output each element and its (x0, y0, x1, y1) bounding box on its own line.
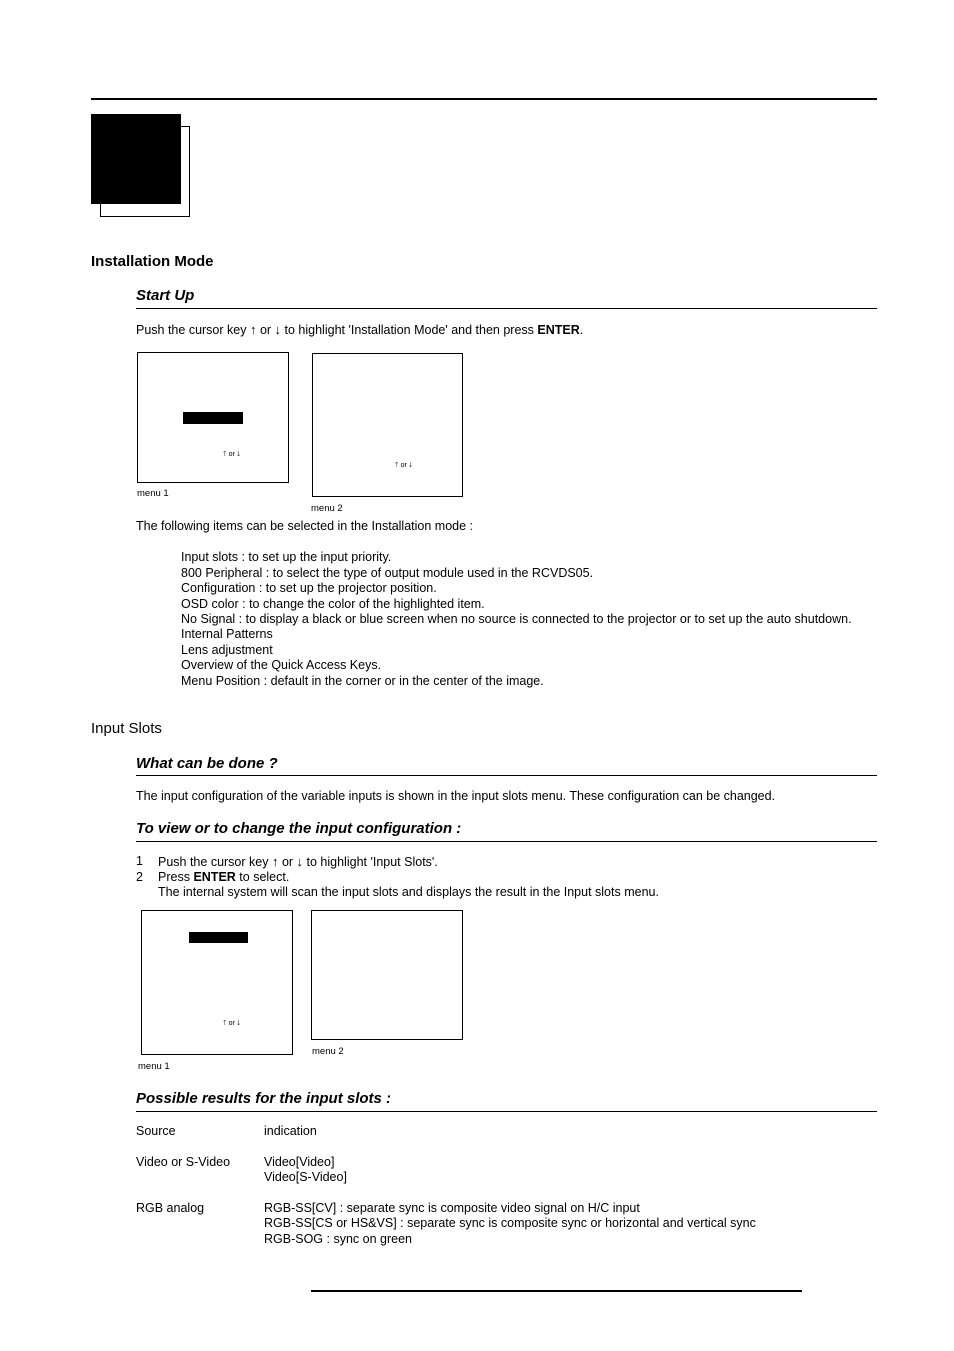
list-item: Configuration : to set up the projector position. (181, 581, 437, 595)
table-cell-source: Video or S-Video (136, 1155, 231, 1169)
list-item: Overview of the Quick Access Keys. (181, 658, 382, 672)
list-item: No Signal : to display a black or blue screen when no source is connected to the projector or to set up the auto shutdown. (181, 612, 852, 626)
arrow-down-icon: 🡓 (408, 462, 413, 469)
section-title: Installation Mode (91, 253, 214, 270)
input-menu-2-caption: menu 2 (312, 1046, 344, 1057)
startup-menu-2 (312, 353, 463, 497)
input-menu-1 (141, 910, 293, 1055)
list-item: Internal Patterns (181, 627, 273, 641)
arrow-down-icon: ↓ (274, 322, 282, 337)
step-2 (158, 870, 289, 886)
startup-rule (136, 308, 877, 309)
arrow-down-icon: ↓ (296, 854, 304, 869)
input-menu-1-caption: menu 1 (138, 1061, 170, 1072)
chapter-tab (91, 114, 181, 204)
what-text: The input configuration of the variable inputs is shown in the input slots menu. These configuration can be changed. (136, 789, 776, 803)
table-cell-indication: RGB-SS[CS or HS&VS] : separate sync is composite sync or horizontal and vertical sync (264, 1216, 756, 1230)
table-cell-indication: RGB-SS[CV] : separate sync is composite video signal on H/C input (264, 1201, 640, 1215)
table-header-source: Source (136, 1124, 176, 1138)
input-menu-2 (311, 910, 463, 1040)
what-heading: What can be done ? (136, 755, 278, 772)
instruction-post: to highlight 'Installation Mode' and then press (284, 323, 534, 337)
list-item: Menu Position : default in the corner or in the center of the image. (181, 674, 544, 688)
results-heading: Possible results for the input slots : (136, 1090, 392, 1107)
list-item: OSD color : to change the color of the highlighted item. (181, 597, 485, 611)
list-item: 800 Peripheral : to select the type of output module used in the RCVDS05. (181, 566, 594, 580)
instruction-pre: Push the cursor key (136, 323, 247, 337)
table-cell-source: RGB analog (136, 1201, 205, 1215)
menu-arrow-hint (395, 461, 412, 472)
arrow-up-icon: ↑ (249, 322, 257, 337)
top-rule (91, 98, 877, 100)
menu-arrow-or: or (228, 451, 235, 458)
arrow-down-icon: 🡓 (236, 451, 241, 458)
enter-key: ENTER (537, 323, 580, 337)
list-item: Input slots : to set up the input priority. (181, 550, 392, 564)
step-2-note: The internal system will scan the input slots and displays the result in the Input slots menu. (158, 885, 659, 899)
step1-pre: Push the cursor key (158, 855, 269, 869)
table-cell-indication: Video[Video] (264, 1155, 335, 1169)
step-2-number: 2 (136, 870, 143, 884)
arrow-up-icon: 🡑 (223, 1020, 227, 1027)
startup-intro: The following items can be selected in the Installation mode : (136, 519, 473, 533)
enter-key: ENTER (193, 870, 236, 884)
list-item: Lens adjustment (181, 643, 273, 657)
input-slots-title: Input Slots (91, 720, 162, 737)
view-rule (136, 841, 877, 842)
arrow-up-icon: ↑ (271, 854, 279, 869)
arrow-up-icon: 🡑 (395, 462, 399, 469)
results-rule (136, 1111, 877, 1112)
startup-heading: Start Up (136, 287, 195, 304)
table-cell-indication: Video[S-Video] (264, 1170, 347, 1184)
startup-instruction (136, 322, 583, 339)
view-heading: To view or to change the input configuration : (136, 820, 462, 837)
startup-menu-1-caption: menu 1 (137, 488, 169, 499)
instruction-end: . (579, 323, 584, 337)
menu-arrow-or: or (400, 462, 407, 469)
step2-post: to select. (239, 870, 290, 884)
table-cell-indication: RGB-SOG : sync on green (264, 1232, 412, 1246)
menu-arrow-or: or (228, 1020, 235, 1027)
what-rule (136, 775, 877, 776)
table-header-indication: indication (264, 1124, 317, 1138)
startup-menu-2-caption: menu 2 (311, 503, 343, 514)
instruction-or: or (259, 323, 272, 337)
startup-menu-1 (137, 352, 289, 483)
menu-arrow-hint (223, 1019, 240, 1030)
menu-highlight-bar (189, 932, 248, 943)
bottom-rule (311, 1290, 802, 1292)
step1-post: to highlight 'Input Slots'. (306, 855, 438, 869)
step1-or: or (281, 855, 294, 869)
menu-highlight-bar (183, 412, 243, 424)
step-1-number: 1 (136, 854, 143, 868)
menu-arrow-hint (223, 450, 240, 461)
step-1 (158, 854, 438, 871)
arrow-down-icon: 🡓 (236, 1020, 241, 1027)
step2-pre: Press (158, 870, 190, 884)
arrow-up-icon: 🡑 (223, 451, 227, 458)
